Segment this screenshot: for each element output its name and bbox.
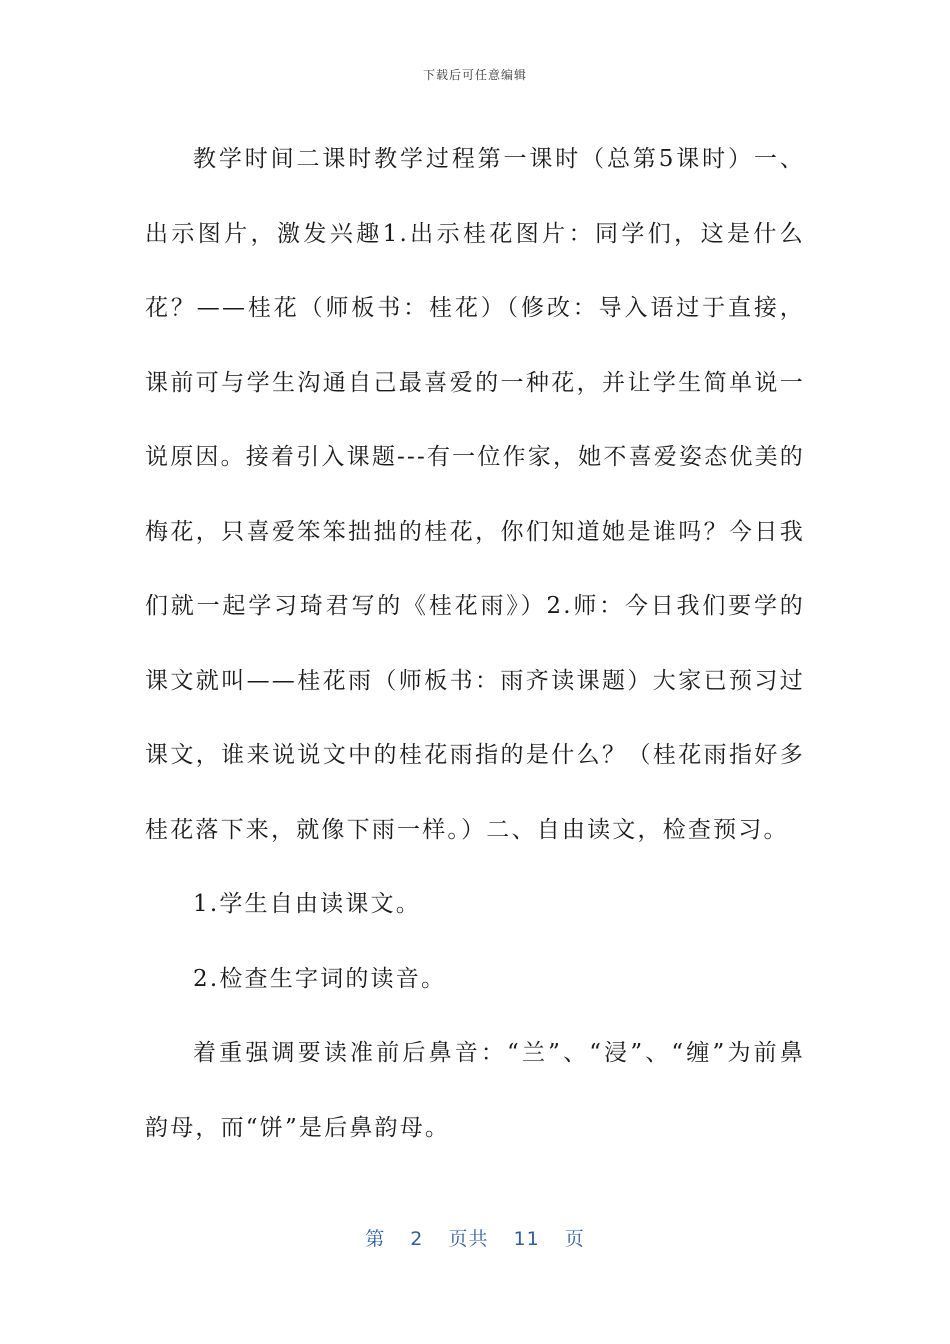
- page-footer: [0, 1224, 950, 1251]
- footer-middle: 页共: [448, 1228, 489, 1250]
- footer-total-pages: 11: [513, 1228, 540, 1250]
- paragraph-pronunciation-note: 着重强调要读准前后鼻音：“兰”、“浸”、“缠”为前鼻韵母，而“饼”是后鼻韵母。: [145, 1040, 805, 1141]
- footer-suffix: 页: [564, 1228, 585, 1250]
- footer-current-page: 2: [410, 1228, 424, 1250]
- paragraph-lesson-intro: 教学时间二课时教学过程第一课时（总第5课时）一、出示图片，激发兴趣1.出示桂花图片：同学们，这是什么花？——桂花（师板书：桂花）（修改：导入语过于直接，课前可与学生沟通自己最喜爱的一种花，并让学生简单说一说原因。接着引入课题---有一位作家，她不喜爱姿态优美的梅花，只喜爱笨笨拙拙的桂花，你们知道她是谁吗？今日我们就一起学习琦君写的《桂花雨》）2.师：今日我们要学的课文就叫——桂花雨（师板书：雨齐读课题）大家已预习过课文，谁来说说文中的桂花雨指的是什么？（桂花雨指好多桂花落下来，就像下雨一样。）二、自由读文，检查预习。: [145, 146, 805, 843]
- paragraph-step-2: 2.检查生字词的读音。: [193, 965, 447, 992]
- paragraph-step-1: 1.学生自由读课文。: [193, 891, 421, 917]
- header-note: 下载后可任意编辑: [422, 68, 527, 82]
- document-body: [145, 122, 805, 1165]
- footer-prefix: 第: [365, 1228, 386, 1250]
